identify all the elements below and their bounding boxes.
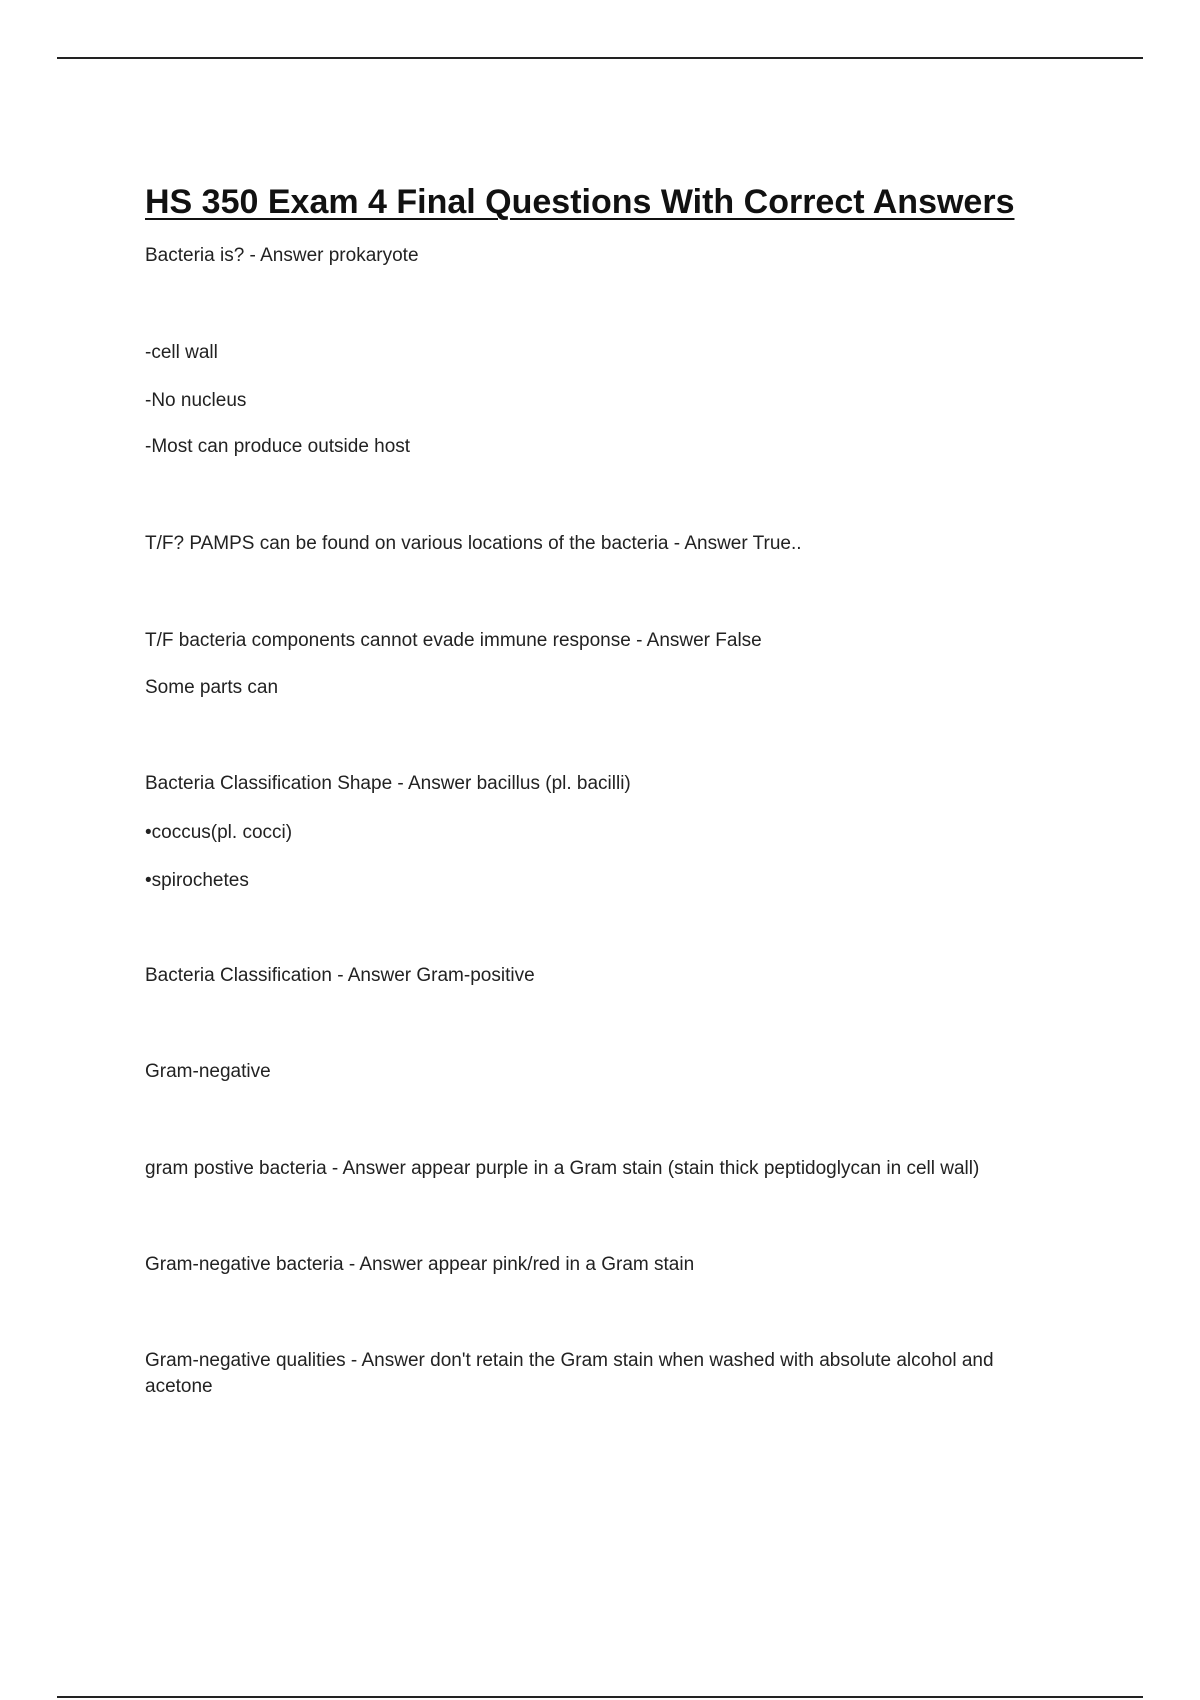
qa-line: -Most can produce outside host xyxy=(145,436,411,457)
document-title: HS 350 Exam 4 Final Questions With Correct Answers xyxy=(145,183,1015,221)
qa-line: Gram-negative bacteria - Answer appear pink/red in a Gram stain xyxy=(145,1254,695,1275)
qa-line: Bacteria Classification - Answer Gram-positive xyxy=(145,965,535,986)
top-rule xyxy=(57,57,1143,59)
qa-line: Gram-negative xyxy=(145,1061,271,1082)
qa-line: Bacteria Classification Shape - Answer bacillus (pl. bacilli) xyxy=(145,773,631,794)
qa-line: Some parts can xyxy=(145,677,279,698)
qa-line: -cell wall xyxy=(145,342,218,363)
qa-line: T/F bacteria components cannot evade immune response - Answer False xyxy=(145,630,762,651)
qa-line: Bacteria is? - Answer prokaryote xyxy=(145,245,419,266)
qa-line: Gram-negative qualities - Answer don't retain the Gram stain when washed with absolute alcohol and acetone xyxy=(145,1350,994,1397)
qa-line: •spirochetes xyxy=(145,870,249,891)
bottom-rule xyxy=(57,1696,1143,1698)
qa-line: gram postive bacteria - Answer appear purple in a Gram stain (stain thick peptidoglycan in cell wall) xyxy=(145,1158,980,1179)
qa-line: T/F? PAMPS can be found on various locations of the bacteria - Answer True.. xyxy=(145,533,802,554)
qa-line: •coccus(pl. cocci) xyxy=(145,822,293,843)
qa-line: -No nucleus xyxy=(145,390,247,411)
